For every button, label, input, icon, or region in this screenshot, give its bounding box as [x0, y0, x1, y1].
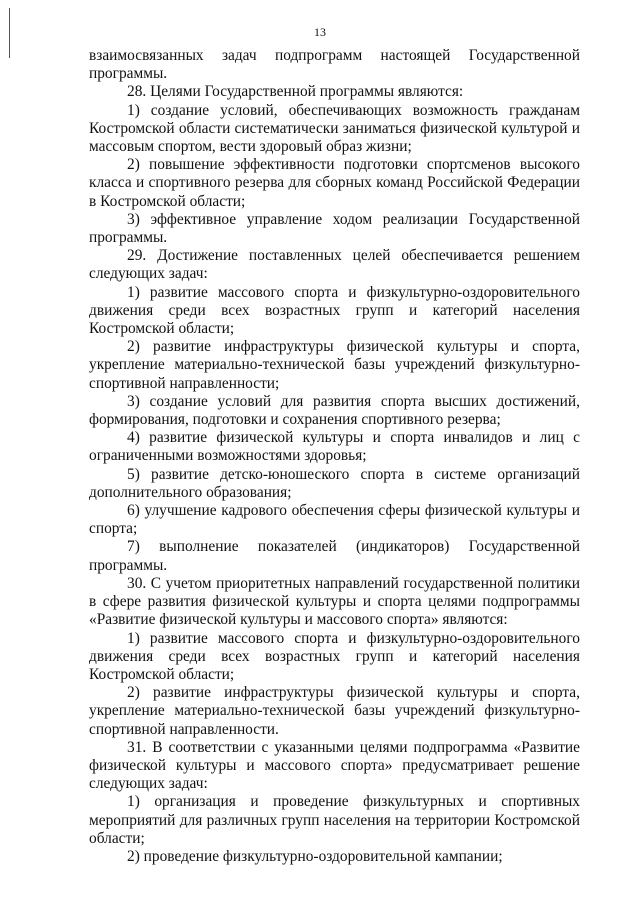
paragraph-31: 31. В соответствии с указанными целями подпрограмма «Развитие физической культуры и массового спорта» предусматривает решение следующих задач:: [89, 738, 580, 793]
subprogram-task-item-2: 2) проведение физкультурно-оздоровительной кампании;: [127, 847, 503, 865]
subprogram-goal-item-1: 1) развитие массового спорта и физкультурно-оздоровительного движения среди всех возрастных групп и категорий населения Костромской области;: [89, 629, 580, 683]
task-item-5: 5) развитие детско-юношеского спорта в системе организаций дополнительного образования;: [89, 465, 580, 501]
task-item-7: 7) выполнение показателей (индикаторов) Государственной программы.: [89, 538, 580, 574]
goal-item-1: 1) создание условий, обеспечивающих возможность гражданам Костромской области систематически заниматься физической культурой и массовым спортом, вести здоровый образ жизни;: [89, 101, 580, 156]
document-body: [89, 47, 580, 866]
paragraph-29: 29. Достижение поставленных целей обеспечивается решением следующих задач:: [89, 247, 580, 283]
task-item-3: 3) создание условий для развития спорта высших достижений, формирования, подготовки и сохранения спортивного резерва;: [89, 392, 580, 429]
subprogram-task-item-1: 1) организация и проведение физкультурных и спортивных мероприятий для различных групп населения на территории Костромской области;: [89, 793, 580, 847]
task-item-4: 4) развитие физической культуры и спорта инвалидов и лиц с ограниченными возможностями здоровья;: [89, 429, 580, 465]
subprogram-goal-item-2: 2) развитие инфраструктуры физической культуры и спорта, укрепление материально-технической базы учреждений физкультурно-спортивной направленности.: [89, 684, 580, 738]
task-item-2: 2) развитие инфраструктуры физической культуры и спорта, укрепление материально-технической базы учреждений физкультурно-спортивной направленности;: [89, 338, 580, 392]
goal-item-2: 2) повышение эффективности подготовки спортсменов высокого класса и спортивного резерва для сборных команд Российской Федерации в Костромской области;: [89, 156, 580, 210]
task-item-1: 1) развитие массового спорта и физкультурно-оздоровительного движения среди всех возрастных групп и категорий населения Костромской области;: [89, 283, 580, 338]
paragraph-continuation: взаимосвязанных задач подпрограмм настоящей Государственной программы.: [89, 47, 580, 83]
page-number: 13: [314, 25, 326, 39]
paragraph-28: 28. Целями Государственной программы являются:: [127, 83, 464, 101]
paragraph-30: 30. С учетом приоритетных направлений государственной политики в сфере развития физической культуры и спорта целями подпрограммы «Развитие физической культуры и массового спорта» являются:: [89, 574, 580, 629]
goal-item-3: 3) эффективное управление ходом реализации Государственной программы.: [89, 210, 580, 247]
task-item-6: 6) улучшение кадрового обеспечения сферы физической культуры и спорта;: [89, 502, 580, 538]
